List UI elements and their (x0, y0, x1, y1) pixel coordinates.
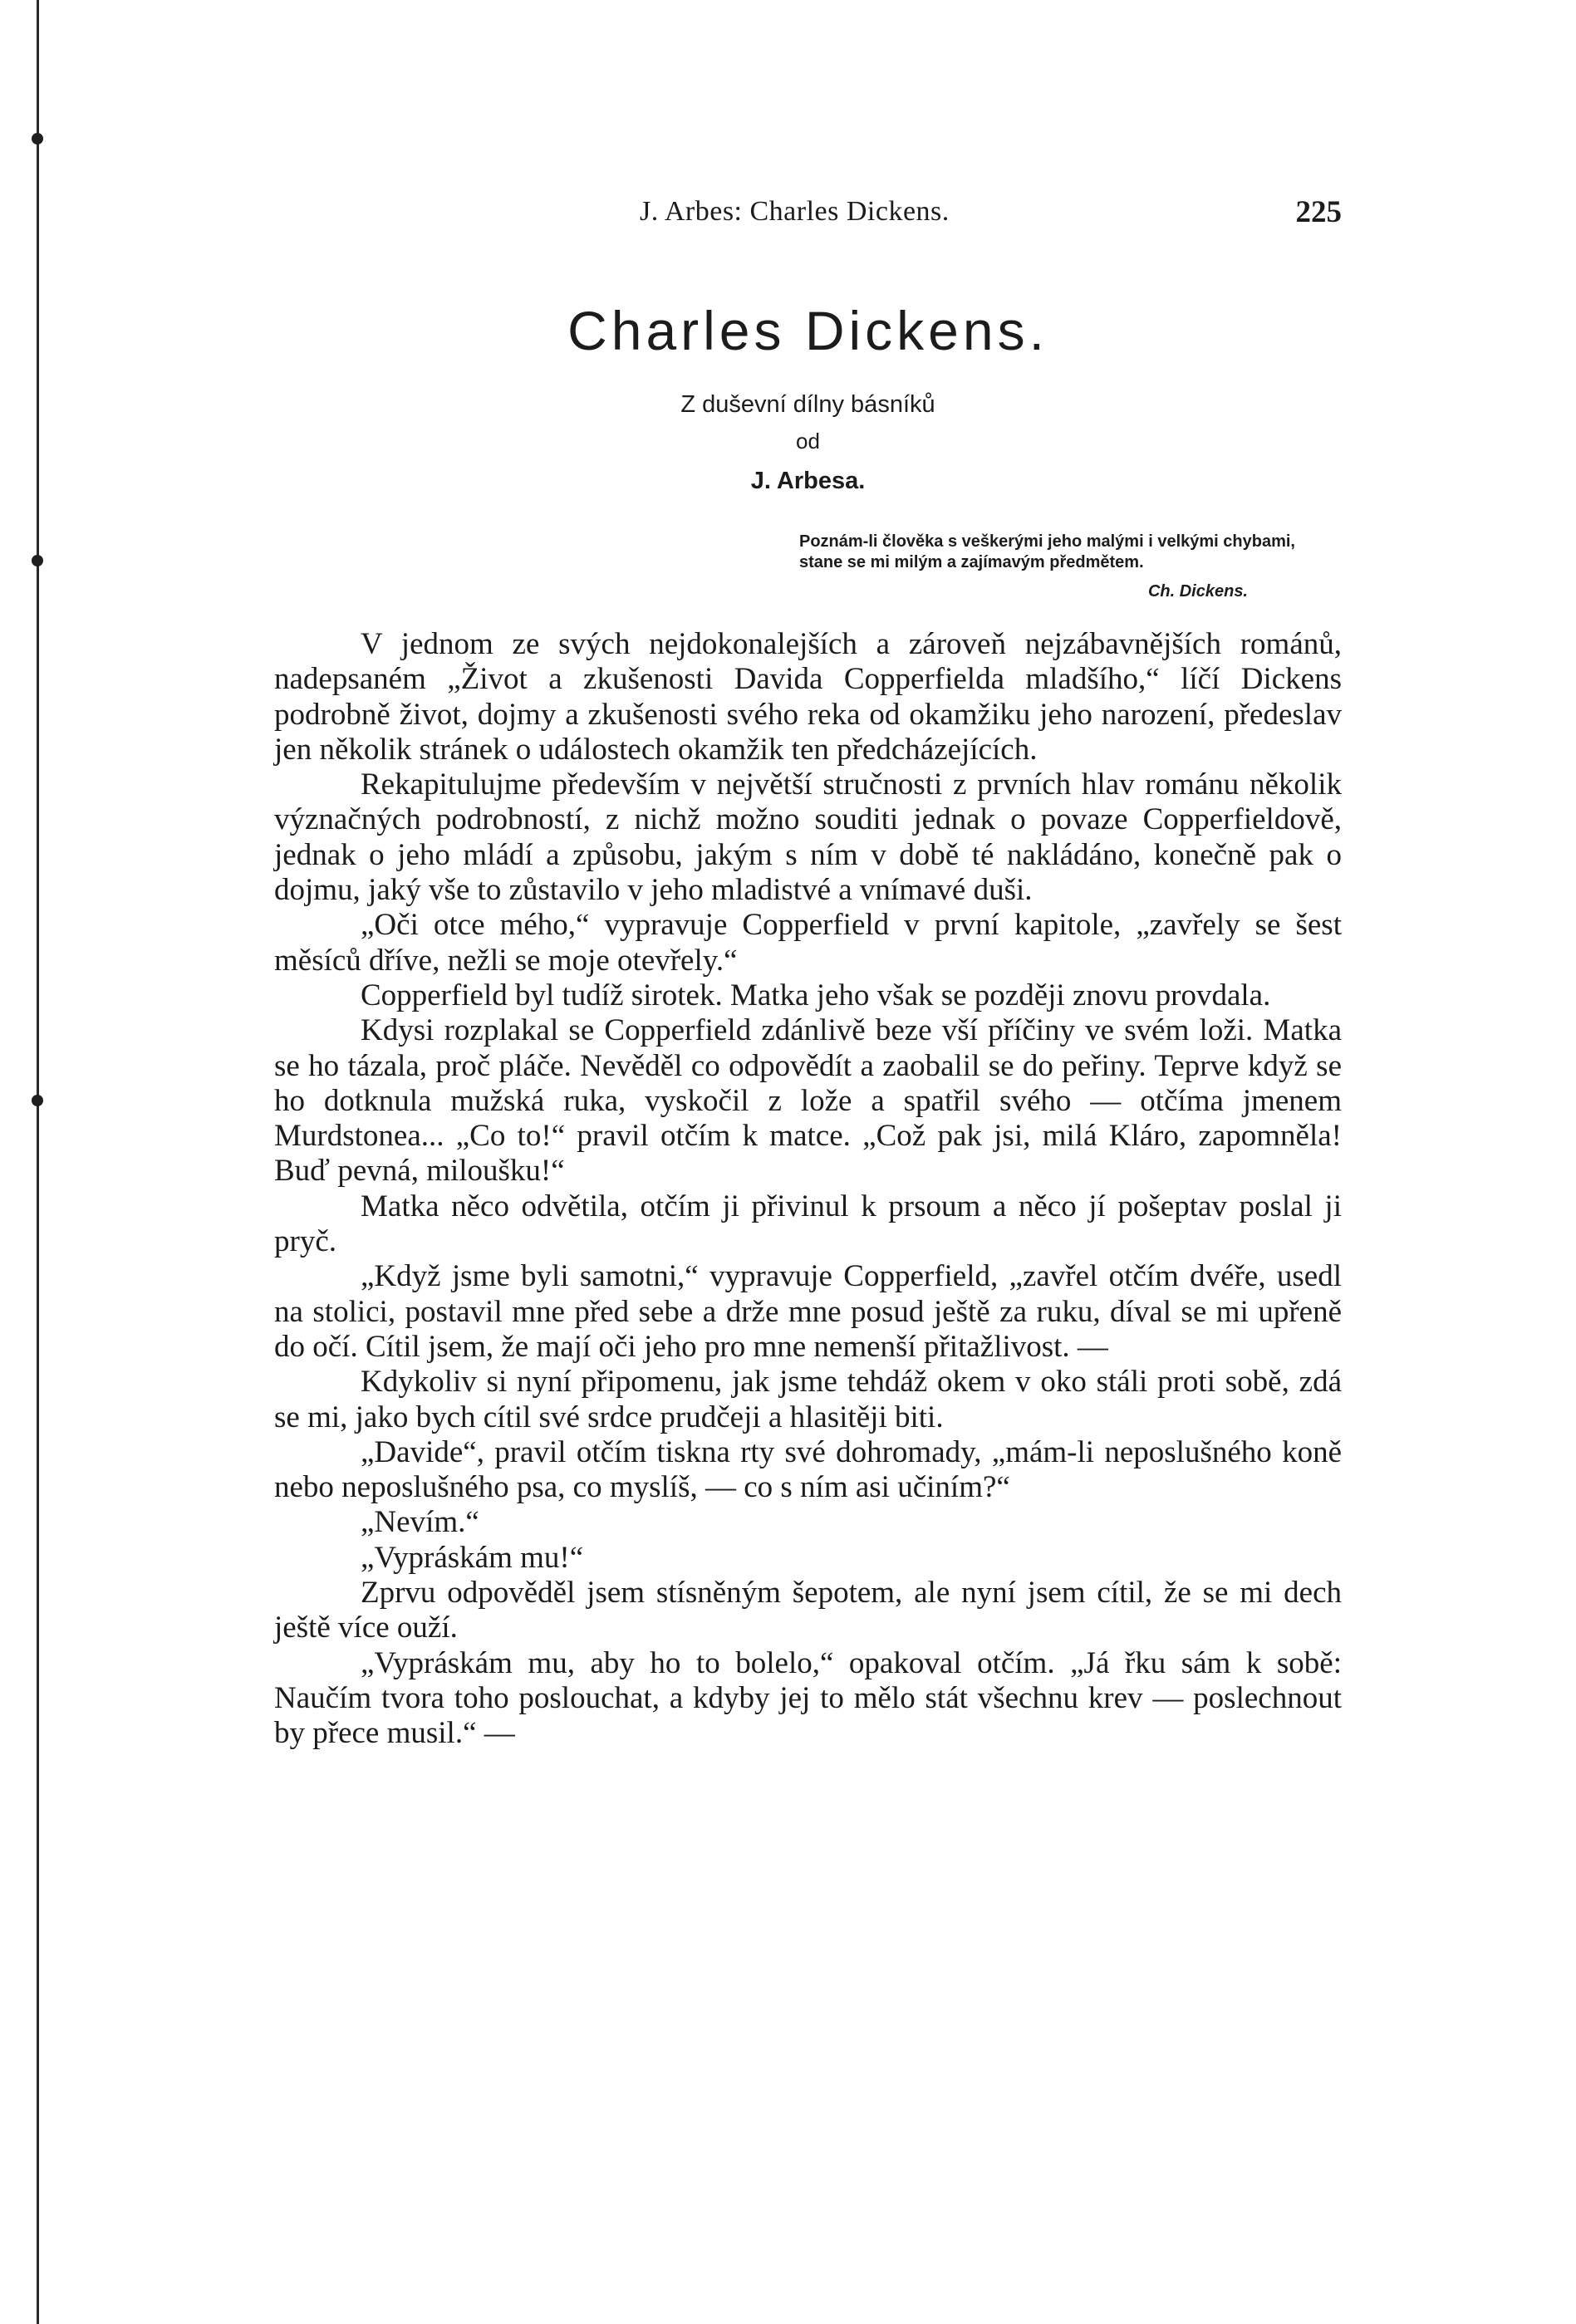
binding-mark (32, 555, 43, 566)
paragraph: „Vypráskám mu, aby ho to bolelo,“ opakoval otčím. „Já řku sám k sobě: Naučím tvora toho poslouchat, a kdyby jej to mělo stát všechnu krev — poslechnout by přece musil.“ — (274, 1645, 1342, 1751)
epigraph-source: Ch. Dickens. (1147, 582, 1248, 601)
binding-mark (32, 1095, 43, 1106)
page-number: 225 (1295, 195, 1342, 229)
byline-od: od (796, 429, 820, 454)
paragraph: „Vypráskám mu!“ (361, 1540, 584, 1575)
epigraph-text: Poznám-li člověka s veškerými jeho malými i velkými chybami, stane se mi milým a zajímavým předmětem. (799, 532, 1295, 571)
paragraph: Kdykoliv si nyní připomenu, jak jsme tehdáž okem v oko stáli proti sobě, zdá se mi, jako bych cítil své srdce prudčeji a hlasitěji biti. (274, 1365, 1342, 1434)
byline-author: J. Arbesa. (750, 468, 866, 494)
paragraph: Rekapitulujme především v největší stručnosti z prvních hlav románu několik význačných podrobností, z nichž možno souditi jednak o povaze Copperfieldově, jednak o jeho mládí a způsobu, jakým s ním v době té nakládáno, konečně pak o dojmu, jaký vše to zůstavilo v jeho mladistvé a vnímavé duši. (274, 767, 1342, 908)
running-head (274, 191, 1342, 241)
article-title: Charles Dickens. (567, 300, 1048, 361)
paragraph: „Když jsme byli samotni,“ vypravuje Copperfield, „zavřel otčím dvéře, usedl na stolici, postavil mne před sebe a drže mne posud ještě za ruku, díval se mi upřeně do očí. Cítil jsem, že mají oči jeho pro mne nemenší přitažlivost. — (274, 1259, 1342, 1364)
paragraph: Matka něco odvětila, otčím ji přivinul k prsoum a něco jí pošeptav poslal ji pryč. (274, 1189, 1342, 1259)
binding-edge (37, 0, 39, 2324)
epigraph (799, 532, 1339, 602)
paragraph: „Oči otce mého,“ vypravuje Copperfield v první kapitole, „zavřely se šest měsíců dříve, nežli se moje otevřely.“ (274, 908, 1342, 978)
paragraph: V jednom ze svých nejdokonalejších a zároveň nejzábavnějších románů, nadepsaném „Život a zkušenosti Davida Copperfielda mladšího,“ líčí Dickens podrobně život, dojmy a zkušenosti svého reka od okamžiku jeho narození, předeslav jen několik stránek o událostech okamžik ten předcházejících. (274, 627, 1342, 767)
paragraph: „Nevím.“ (361, 1505, 479, 1540)
binding-mark (32, 133, 43, 145)
paragraph: Copperfield byl tudíž sirotek. Matka jeho však se později znovu provdala. (361, 978, 1271, 1012)
running-head-title: J. Arbes: Charles Dickens. (640, 196, 950, 227)
paragraph: Zprvu odpověděl jsem stísněným šepotem, ale nyní jsem cítil, že se mi dech ještě více ouží. (274, 1576, 1342, 1645)
paragraph: Kdysi rozplakal se Copperfield zdánlivě beze vší příčiny ve svém loži. Matka se ho tázala, proč pláče. Nevěděl co odpovědít a zaobalil se do peřiny. Teprve když se ho dotknula mužská ruka, vyskočil z lože a spatřil svého — otčíma jmenem Murdstonea... „Co to!“ pravil otčím k matce. „Což pak jsi, milá Kláro, zapomněla! Buď pevná, miloušku!“ (274, 1013, 1342, 1189)
paragraph: „Davide“, pravil otčím tiskna rty své dohromady, „mám-li neposlušného koně nebo neposlušného psa, co myslíš, — co s ním asi učiním?“ (274, 1434, 1342, 1505)
article-subtitle: Z duševní dílny básníků (680, 391, 935, 418)
body-text (274, 627, 1342, 1752)
page (274, 191, 1342, 1752)
